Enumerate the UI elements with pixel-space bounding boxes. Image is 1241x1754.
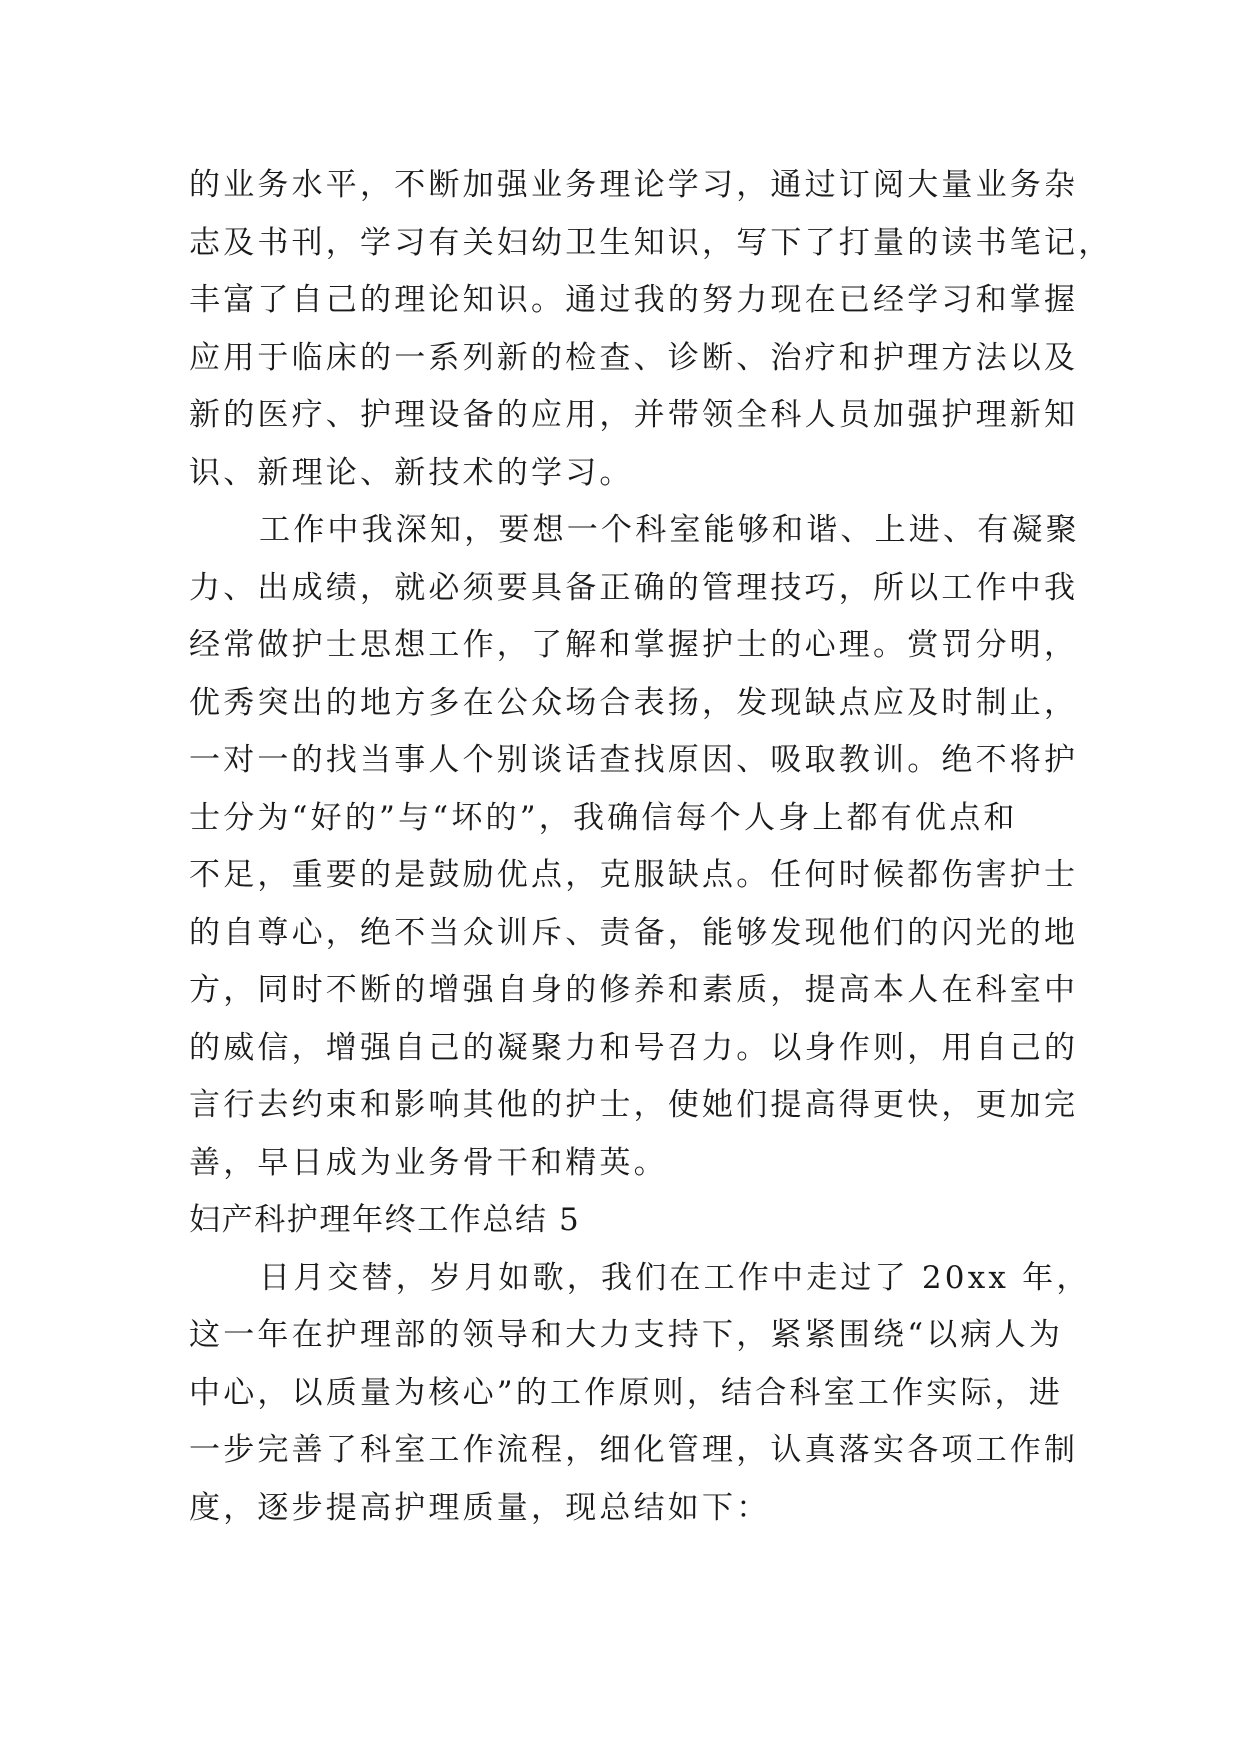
paragraph-line: 度，逐步提高护理质量，现总结如下： bbox=[189, 1489, 771, 1526]
paragraph-line: 的威信，增强自己的凝聚力和号召力。以身作则，用自己的 bbox=[189, 1029, 1079, 1066]
paragraph-line: 一对一的找当事人个别谈话查找原因、吸取教训。绝不将护 bbox=[189, 742, 1079, 778]
paragraph-line: 言行去约束和影响其他的护士，使她们提高得更快，更加完 bbox=[189, 1087, 1079, 1123]
document-body bbox=[189, 157, 1113, 1537]
paragraph-line: 这一年在护理部的领导和大力支持下，紧紧围绕“以病人为 bbox=[189, 1317, 1064, 1353]
paragraph-line: 应用于临床的一系列新的检查、诊断、治疗和护理方法以及 bbox=[189, 339, 1079, 376]
paragraph-line: 志及书刊，学习有关妇幼卫生知识，写下了打量的读书笔记， bbox=[189, 224, 1113, 261]
paragraph-line: 的业务水平，不断加强业务理论学习，通过订阅大量业务杂 bbox=[189, 167, 1079, 203]
paragraph-3 bbox=[189, 1250, 1091, 1538]
paragraph-line: 工作中我深知，要想一个科室能够和谐、上进、有凝聚 bbox=[259, 512, 1080, 548]
paragraph-line: 中心，以质量为核心”的工作原则，结合科室工作实际，进 bbox=[189, 1374, 1064, 1411]
paragraph-2 bbox=[189, 502, 1080, 1192]
paragraph-line: 日月交替，岁月如歌，我们在工作中走过了 20xx 年， bbox=[259, 1259, 1091, 1296]
paragraph-line: 识、新理论、新技术的学习。 bbox=[189, 454, 634, 491]
paragraph-line: 优秀突出的地方多在公众场合表扬，发现缺点应及时制止， bbox=[189, 684, 1079, 721]
paragraph-line: 力、出成绩，就必须要具备正确的管理技巧，所以工作中我 bbox=[189, 569, 1079, 606]
paragraph-line: 方，同时不断的增强自身的修养和素质，提高本人在科室中 bbox=[189, 972, 1079, 1008]
paragraph-line: 不足，重要的是鼓励优点，克服缺点。任何时候都伤害护士 bbox=[189, 857, 1079, 893]
paragraph-line: 的自尊心，绝不当众训斥、责备，能够发现他们的闪光的地 bbox=[189, 914, 1079, 951]
paragraph-line: 一步完善了科室工作流程，细化管理，认真落实各项工作制 bbox=[189, 1432, 1079, 1468]
paragraph-line: 新的医疗、护理设备的应用，并带领全科人员加强护理新知 bbox=[189, 397, 1079, 433]
paragraph-1 bbox=[189, 157, 1113, 502]
paragraph-line: 丰富了自己的理论知识。通过我的努力现在已经学习和掌握 bbox=[189, 282, 1079, 318]
paragraph-line: 士分为“好的”与“坏的”，我确信每个人身上都有优点和 bbox=[189, 799, 1018, 836]
paragraph-line: 善，早日成为业务骨干和精英。 bbox=[189, 1144, 668, 1181]
paragraph-line: 经常做护士思想工作，了解和掌握护士的心理。赏罚分明， bbox=[189, 627, 1079, 663]
section-heading: 妇产科护理年终工作总结 5 bbox=[189, 1202, 581, 1238]
